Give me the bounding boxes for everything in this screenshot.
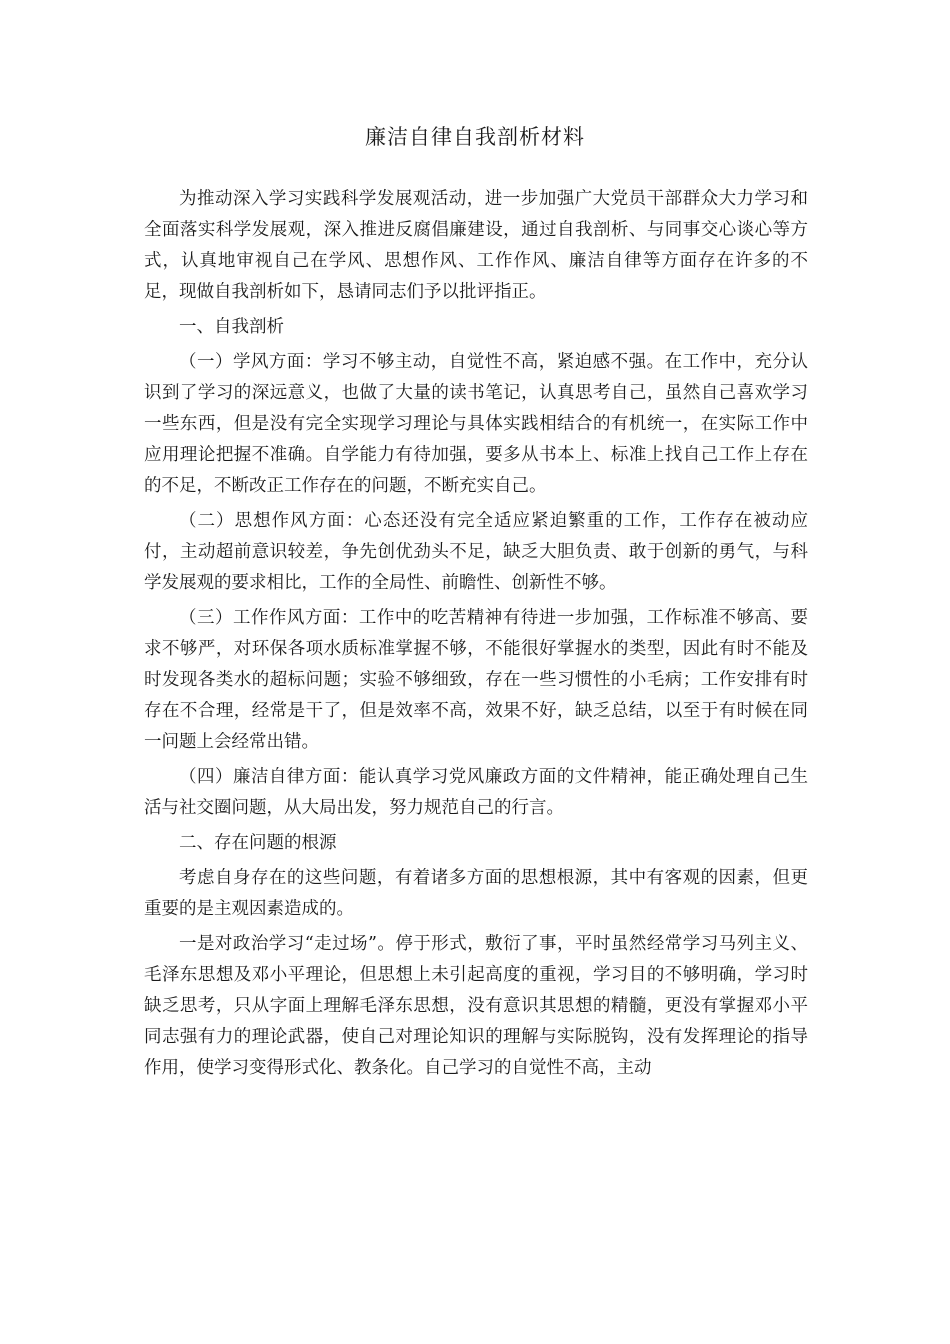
paragraph-causes-intro: 考虑自身存在的这些问题，有着诸多方面的思想根源，其中有客观的因素，但更重要的是主观因素造成的。 — [144, 868, 808, 919]
document-title: 廉洁自律自我剖析材料 — [365, 125, 585, 149]
section-heading-self-analysis: 一、自我剖析 — [179, 317, 284, 337]
document-body — [144, 184, 808, 1088]
paragraph-thinking-style: （二）思想作风方面：心态还没有完全适应紧迫繁重的工作，工作存在被动应付，主动超前意识较差，争先创优劲头不足，缺乏大胆负责、敢于创新的勇气，与科学发展观的要求相比，工作的全局性、前瞻性、创新性不够。 — [144, 511, 808, 593]
paragraph-integrity: （四）廉洁自律方面：能认真学习党风廉政方面的文件精神，能正确处理自己生活与社交圈问题，从大局出发，努力规范自己的行言。 — [144, 767, 808, 818]
intro-paragraph: 为推动深入学习实践科学发展观活动，进一步加强广大党员干部群众大力学习和全面落实科学发展观，深入推进反腐倡廉建设，通过自我剖析、与同事交心谈心等方式，认真地审视自己在学风、思想作风、工作作风、廉洁自律等方面存在许多的不足，现做自我剖析如下，恳请同志们予以批评指正。 — [144, 189, 808, 302]
paragraph-study-style: （一）学风方面：学习不够主动，自觉性不高，紧迫感不强。在工作中，充分认识到了学习的深远意义，也做了大量的读书笔记，认真思考自己，虽然自己喜欢学习一些东西，但是没有完全实现学习理论与具体实践相结合的有机统一，在实际工作中应用理论把握不准确。自学能力有待加强，要多从书本上、标准上找自己工作上存在的不足，不断改正工作存在的问题，不断充实自己。 — [144, 352, 808, 496]
section-heading-root-causes: 二、存在问题的根源 — [179, 833, 337, 853]
paragraph-work-style: （三）工作作风方面：工作中的吃苦精神有待进一步加强，工作标准不够高、要求不够严，对环保各项水质标准掌握不够，不能很好掌握水的类型，因此有时不能及时发现各类水的超标问题；实验不够细致，存在一些习惯性的小毛病；工作安排有时存在不合理，经常是干了，但是效率不高，效果不好，缺乏总结，以至于有时候在同一问题上会经常出错。 — [144, 608, 808, 752]
paragraph-political-study: 一是对政治学习“走过场”。停于形式，敷衍了事，平时虽然经常学习马列主义、毛泽东思想及邓小平理论，但思想上未引起高度的重视，学习目的不够明确，学习时缺乏思考，只从字面上理解毛泽东思想，没有意识其思想的精髓，更没有掌握邓小平同志强有力的理论武器，使自己对理论知识的理解与实际脱钩，没有发挥理论的指导作用，使学习变得形式化、教条化。自己学习的自觉性不高，主动 — [144, 934, 808, 1078]
